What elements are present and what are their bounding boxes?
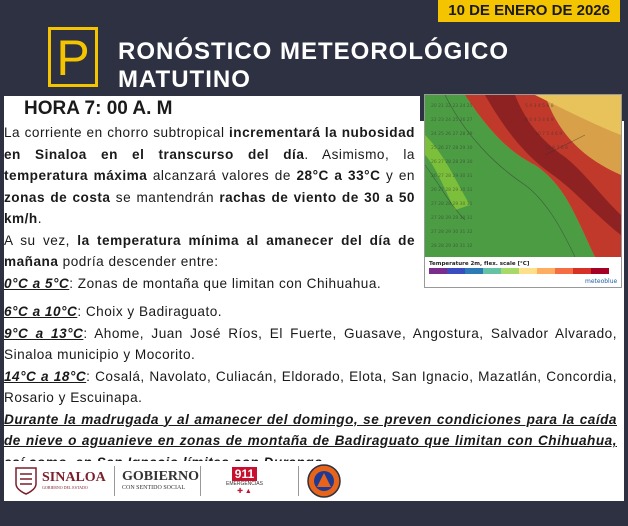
paragraph-2: A su vez, la temperatura mínima al amanecer del día de mañana podría descender entre:	[4, 232, 416, 269]
bottom-bar	[0, 502, 628, 526]
svg-text:27 28 28 29 30 31: 27 28 28 29 30 31	[431, 202, 473, 207]
snow-warning: Durante la madrugada y al amanecer del domingo, se preven condiciones para la caída de nieve o aguanieve en zonas de montaña de Badiraguato que limitan con Chihuahua,	[4, 411, 617, 448]
emergency-cross-icon: ✚ ▲	[237, 487, 252, 495]
svg-text:10 7 5 4 6 9: 10 7 5 4 6 9	[535, 132, 563, 137]
svg-text:5 4 3 4 5 6 8: 5 4 3 4 5 6 8	[525, 104, 554, 109]
title-line-2: MATUTINO	[118, 66, 251, 93]
paragraph-1: La corriente en chorro subtropical incrementará la nubosidad en Sinaloa en el transcurso del día. Asimismo, la temperatura máxima alcanzará valores de 28°C a 33°C y en zonas de costa se mantendrán rachas de viento de 30 a 50 km/h.	[4, 125, 415, 226]
map-colorbar	[429, 268, 609, 274]
svg-text:26 27 28 29 30 31: 26 27 28 29 30 31	[431, 188, 473, 193]
range-2: 6°C a 10°C: Choix y Badiraguato.	[4, 304, 223, 319]
range-4: 14°C a 18°C: Cosalá, Navolato, Culiacán, Eldorado, Elota, San Ignacio, Mazatlán, Concordia, Rosario y Escuinapa.	[4, 368, 617, 405]
hour-label: HORA 7: 00 A. M	[24, 98, 173, 119]
sinaloa-shield-icon	[14, 466, 38, 496]
footer-divider-3	[298, 466, 299, 496]
svg-text:27 28 29 30 31 32: 27 28 29 30 31 32	[431, 230, 473, 235]
emergency-label: EMERGENCIAS	[226, 480, 263, 487]
title-line-1: RONÓSTICO METEOROLÓGICO	[118, 38, 510, 65]
page-title	[118, 38, 509, 94]
proteccion-civil-logo	[306, 463, 342, 499]
logo-letter: P	[56, 30, 90, 86]
date-badge: 10 DE ENERO DE 2026	[438, 0, 620, 22]
map-brand: meteoblue	[585, 278, 618, 285]
svg-text:12 9 7 6 8: 12 9 7 6 8	[545, 146, 568, 151]
svg-text:28 28 29 30 31 32: 28 28 29 30 31 32	[431, 244, 473, 249]
sinaloa-label: SINALOA	[42, 470, 106, 485]
range-3: 9°C a 13°C: Ahome, Juan José Ríos, El Fuerte, Guasave, Angostura, Salvador Alvarado, Sinaloa municipio y Mocorito.	[4, 325, 617, 362]
svg-text:25 26 27 28 29 30: 25 26 27 28 29 30	[431, 146, 473, 151]
forecast-text	[4, 122, 415, 294]
svg-text:20 21 22 23 24 25: 20 21 22 23 24 25	[431, 104, 473, 109]
footer-divider-1	[114, 466, 115, 496]
gobierno-logo	[122, 463, 199, 499]
footer-divider-2	[200, 466, 201, 496]
sinaloa-logo	[14, 463, 106, 499]
svg-text:22 23 24 25 26 27: 22 23 24 25 26 27	[431, 118, 473, 123]
emergency-logo	[226, 463, 263, 499]
gobierno-label: GOBIERNO	[122, 469, 200, 484]
svg-text:26 27 28 29 30 31: 26 27 28 29 30 31	[431, 174, 473, 179]
svg-text:26 27 28 28 29 30: 26 27 28 28 29 30	[431, 160, 473, 165]
logo-box	[48, 27, 98, 87]
temperature-map-graphic	[425, 95, 621, 287]
sinaloa-sub: GOBIERNO DEL ESTADO	[42, 485, 88, 490]
range-1: 0°C a 5°C: Zonas de montaña que limitan con Chihuahua.	[4, 275, 382, 291]
svg-text:27 28 29 29 30 31: 27 28 29 29 30 31	[431, 216, 473, 221]
civil-protection-icon	[306, 463, 342, 499]
emergency-number: 911	[232, 467, 257, 481]
svg-text:8 6 4 3 4 6 9: 8 6 4 3 4 6 9	[525, 118, 554, 123]
gobierno-sub: CON SENTIDO SOCIAL	[122, 485, 185, 491]
forecast-ranges	[4, 301, 617, 473]
map-legend-title: Temperature 2m, fIex. scale [°C]	[429, 261, 530, 267]
svg-text:24 25 26 27 28 29: 24 25 26 27 28 29	[431, 132, 473, 137]
temperature-map	[424, 94, 622, 288]
